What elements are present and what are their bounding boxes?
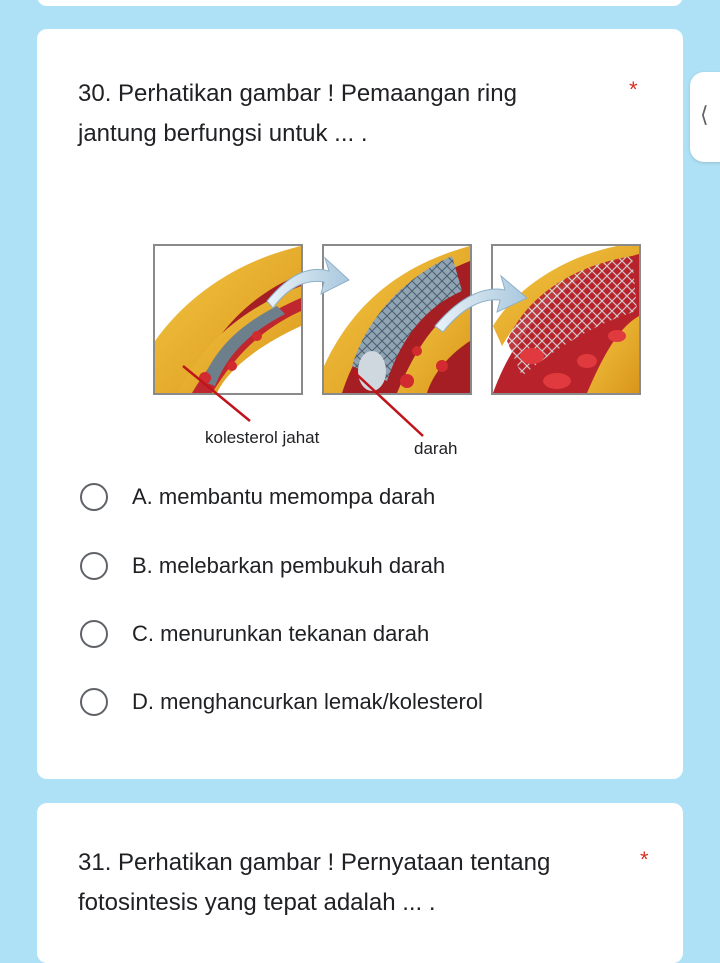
label-blood: darah bbox=[414, 439, 458, 458]
question-title: 30. Perhatikan gambar ! Pemaangan ring jantung berfungsi untuk ... . bbox=[78, 80, 517, 147]
option-label: D. menghancurkan lemak/kolesterol bbox=[132, 689, 483, 714]
option-label: A. membantu memompa darah bbox=[132, 484, 436, 509]
question-card-30 bbox=[37, 29, 683, 779]
option-a[interactable] bbox=[80, 479, 640, 519]
label-cholesterol: kolesterol jahat bbox=[205, 428, 320, 447]
question-title: 31. Perhatikan gambar ! Pernyataan tentang fotosintesis yang tepat adalah ... . bbox=[78, 849, 551, 916]
required-asterisk: * bbox=[640, 847, 649, 872]
required-asterisk: * bbox=[629, 77, 638, 102]
option-label: C. menurunkan tekanan darah bbox=[132, 621, 430, 646]
stent-illustration-image bbox=[117, 216, 657, 466]
previous-card-edge bbox=[37, 0, 683, 6]
radio-button[interactable] bbox=[80, 620, 108, 648]
side-panel-tab[interactable] bbox=[690, 72, 720, 162]
stent-illustration bbox=[117, 216, 657, 466]
panel-open-artery bbox=[492, 245, 640, 394]
option-label: B. melebarkan pembukuh darah bbox=[132, 553, 446, 578]
radio-button[interactable] bbox=[80, 688, 108, 716]
option-d[interactable] bbox=[80, 684, 640, 724]
radio-button[interactable] bbox=[80, 552, 108, 580]
question-card-31 bbox=[37, 803, 683, 963]
option-c[interactable] bbox=[80, 616, 640, 656]
radio-button[interactable] bbox=[80, 483, 108, 511]
option-b[interactable] bbox=[80, 548, 640, 588]
panel-blocked-artery bbox=[154, 245, 302, 394]
chevron-left-icon: ⟨ bbox=[700, 102, 709, 127]
